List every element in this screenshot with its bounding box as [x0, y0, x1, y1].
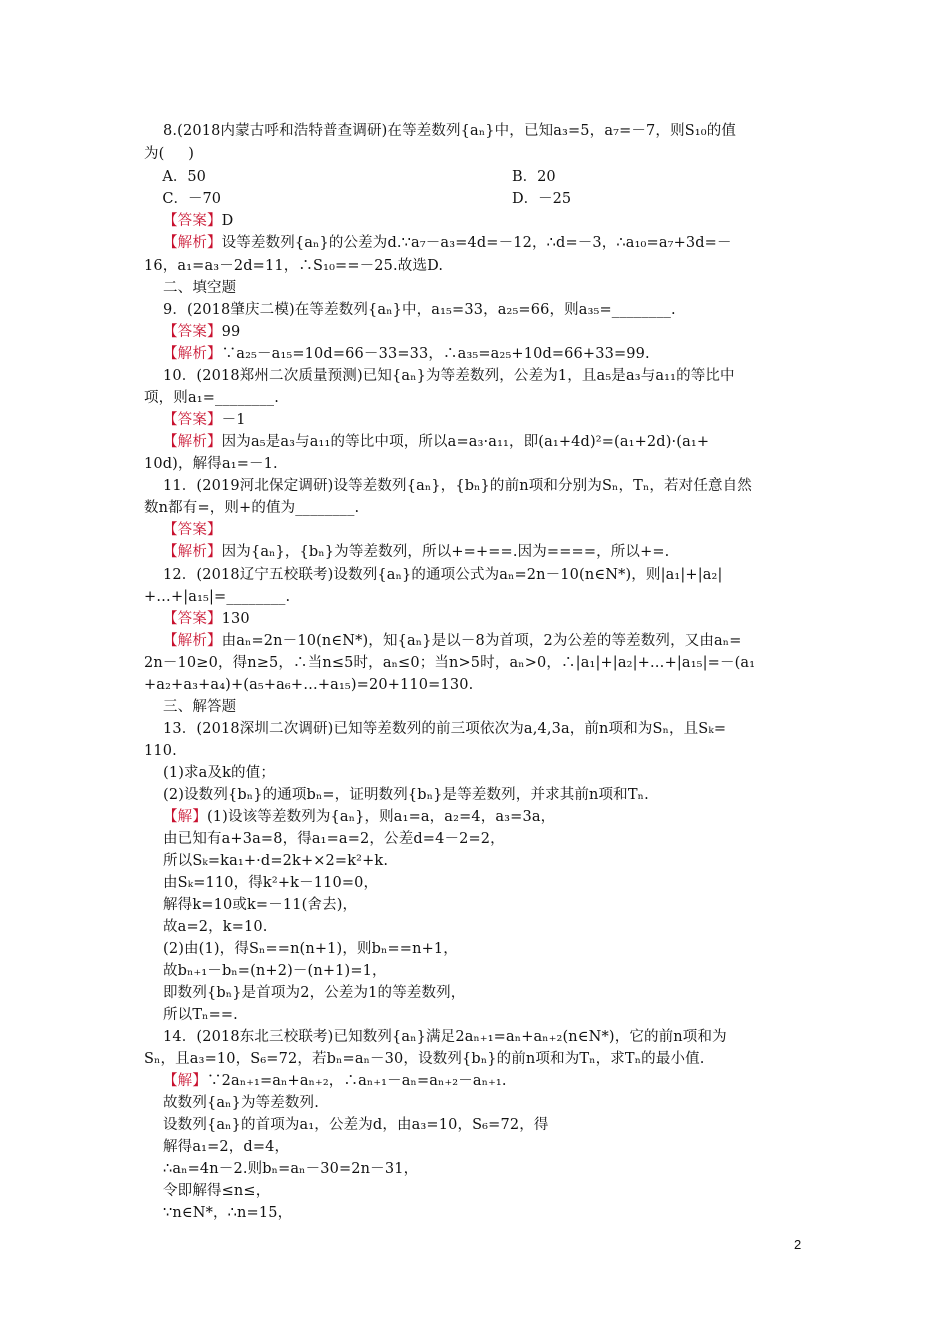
- section-fill-in: 二、填空题: [144, 280, 237, 296]
- q13-solution-line8: 故bₙ₊₁－bₙ=(n+2)－(n+1)=1，: [144, 963, 387, 979]
- q14-solution-line4: 解得a₁=2，d=4，: [144, 1139, 290, 1155]
- q9-analysis-line1: 【解析】∵a₂₅－a₁₅=10d=66－33=33，∴a₃₅=a₂₅+10d=66+33=99.: [144, 346, 650, 362]
- q13-solution-line2: 由已知有a+3a=8，得a₁=a=2，公差d=4－2=2，: [144, 831, 505, 847]
- q12-answer-line: [144, 609, 250, 629]
- answer-tag: 【答案】: [144, 412, 222, 428]
- q11-answer-line: [144, 520, 222, 540]
- q8-answer-line: [144, 211, 233, 231]
- q11-analysis-line1: 【解析】因为{aₙ}，{bₙ}为等差数列，所以+=+==.因为====，所以+=.: [144, 544, 670, 560]
- q13-solution-line9: 即数列{bₙ}是首项为2，公差为1的等差数列，: [144, 985, 466, 1001]
- q11-stem-line1: 11．(2019河北保定调研)设等差数列{aₙ}，{bₙ}的前n项和分别为Sₙ，Tₙ，若对任意自然: [144, 478, 752, 494]
- q9-answer-line: [144, 322, 240, 342]
- q12-answer: 130: [221, 611, 250, 627]
- q8-stem-line2: 为( ): [144, 146, 195, 162]
- answer-tag: 【答案】: [144, 522, 222, 538]
- q8-option-a: A．50: [144, 169, 206, 185]
- q8-option-c: C．－70: [144, 191, 221, 207]
- q8-analysis-line2: 16，a₁=a₃－2d=11，∴S₁₀==－25.故选D.: [144, 258, 444, 274]
- q14-solution-line6: 令即解得≤n≤，: [144, 1183, 271, 1199]
- q13-solution-line10: 所以Tₙ==.: [144, 1007, 238, 1023]
- q10-stem-line2: 项，则a₁=________.: [144, 390, 279, 406]
- analysis-tag: 【解析】: [144, 235, 222, 251]
- analysis-tag: 【解析】: [144, 434, 222, 450]
- q12-analysis-line1: 【解析】由aₙ=2n－10(n∈N*)，知{aₙ}是以－8为首项，2为公差的等差数列，又由aₙ=: [144, 633, 742, 649]
- q9-answer: 99: [221, 324, 241, 340]
- analysis-tag: 【解析】: [144, 346, 222, 362]
- q14-solution-line2: 故数列{aₙ}为等差数列.: [144, 1095, 319, 1111]
- q14-solution-line5: ∴aₙ=4n－2.则bₙ=aₙ－30=2n－31，: [144, 1161, 419, 1177]
- q13-solution-line5: 解得k=10或k=－11(舍去)，: [144, 897, 358, 913]
- answer-tag: 【答案】: [144, 324, 222, 340]
- analysis-tag: 【解析】: [144, 544, 222, 560]
- q10-stem-line1: 10．(2018郑州二次质量预测)已知{aₙ}为等差数列，公差为1，且a₅是a₃与a₁₁的等比中: [144, 368, 735, 384]
- q14-solution-line7: ∵n∈N*，∴n=15，: [144, 1205, 293, 1221]
- q12-stem-line2: +…+|a₁₅|=________.: [144, 589, 291, 605]
- q13-solution-line4: 由Sₖ=110，得k²+k－110=0，: [144, 875, 379, 891]
- q12-stem-line1: 12．(2018辽宁五校联考)设数列{aₙ}的通项公式为aₙ=2n－10(n∈N*)，则|a₁|+|a₂|: [144, 567, 723, 583]
- answer-tag: 【答案】: [144, 611, 222, 627]
- q14-solution-line1: 【解】∵2aₙ₊₁=aₙ+aₙ₊₂，∴aₙ₊₁－aₙ=aₙ₊₂－aₙ₊₁.: [144, 1073, 507, 1089]
- q14-solution-line3: 设数列{aₙ}的首项为a₁，公差为d，由a₃=10，S₆=72，得: [144, 1117, 549, 1133]
- q8-answer: D: [221, 213, 234, 229]
- q8-option-d: D．－25: [512, 191, 572, 207]
- q13-solution-line6: 故a=2，k=10.: [144, 919, 268, 935]
- q14-stem-line2: Sₙ，且a₃=10，S₆=72，若bₙ=aₙ－30，设数列{bₙ}的前n项和为Tₙ，求Tₙ的最小值.: [144, 1051, 705, 1067]
- q13-solution-line3: 所以Sₖ=ka₁+·d=2k+×2=k²+k.: [144, 853, 389, 869]
- q8-option-b: B．20: [512, 169, 556, 185]
- q13-stem-line2: 110.: [144, 743, 177, 759]
- section-solutions: 三、解答题: [144, 699, 237, 715]
- q13-solution-line7: (2)由(1)，得Sₙ==n(n+1)，则bₙ==n+1，: [144, 941, 458, 957]
- analysis-tag: 【解析】: [144, 633, 222, 649]
- q13-stem-line1: 13．(2018深圳二次调研)已知等差数列的前三项依次为a,4,3a，前n项和为Sₙ，且Sₖ=: [144, 721, 727, 737]
- q12-analysis-line2: 2n－10≥0，得n≥5，∴当n≤5时，aₙ≤0；当n>5时，aₙ>0，∴|a₁|+|a₂|+…+|a₁₅|=－(a₁: [144, 655, 756, 671]
- q10-analysis-line2: 10d)，解得a₁=－1.: [144, 456, 278, 472]
- q12-analysis-line3: +a₂+a₃+a₄)+(a₅+a₆+…+a₁₅)=20+110=130.: [144, 677, 474, 693]
- solution-tag: 【解】: [144, 1073, 207, 1089]
- q10-answer-line: [144, 410, 246, 430]
- q9-stem-line1: 9．(2018肇庆二模)在等差数列{aₙ}中，a₁₅=33，a₂₅=66，则a₃₅=________.: [144, 302, 676, 318]
- q13-part2: (2)设数列{bₙ}的通项bₙ=，证明数列{bₙ}是等差数列，并求其前n项和Tₙ.: [144, 787, 649, 803]
- q10-answer: －1: [221, 412, 246, 428]
- q14-stem-line1: 14．(2018东北三校联考)已知数列{aₙ}满足2aₙ₊₁=aₙ+aₙ₊₂(n∈N*)，它的前n项和为: [144, 1029, 727, 1045]
- q13-solution-line1: 【解】(1)设该等差数列为{aₙ}，则a₁=a，a₂=4，a₃=3a，: [144, 809, 556, 825]
- solution-tag: 【解】: [144, 809, 207, 825]
- q8-analysis-line1: 【解析】设等差数列{aₙ}的公差为d.∵a₇－a₃=4d=－12，∴d=－3，∴a₁₀=a₇+3d=－: [144, 235, 732, 251]
- q13-part1: (1)求a及k的值；: [144, 765, 276, 781]
- q8-stem-line1: 8.(2018内蒙古呼和浩特普查调研)在等差数列{aₙ}中，已知a₃=5，a₇=－7，则S₁₀的值: [144, 123, 737, 139]
- q10-analysis-line1: 【解析】因为a₅是a₃与a₁₁的等比中项，所以a=a₃·a₁₁，即(a₁+4d)²=(a₁+2d)·(a₁+: [144, 434, 710, 450]
- answer-tag: 【答案】: [144, 213, 222, 229]
- page-number: 2: [794, 1237, 802, 1252]
- q11-stem-line2: 数n都有=，则+的值为________.: [144, 500, 360, 516]
